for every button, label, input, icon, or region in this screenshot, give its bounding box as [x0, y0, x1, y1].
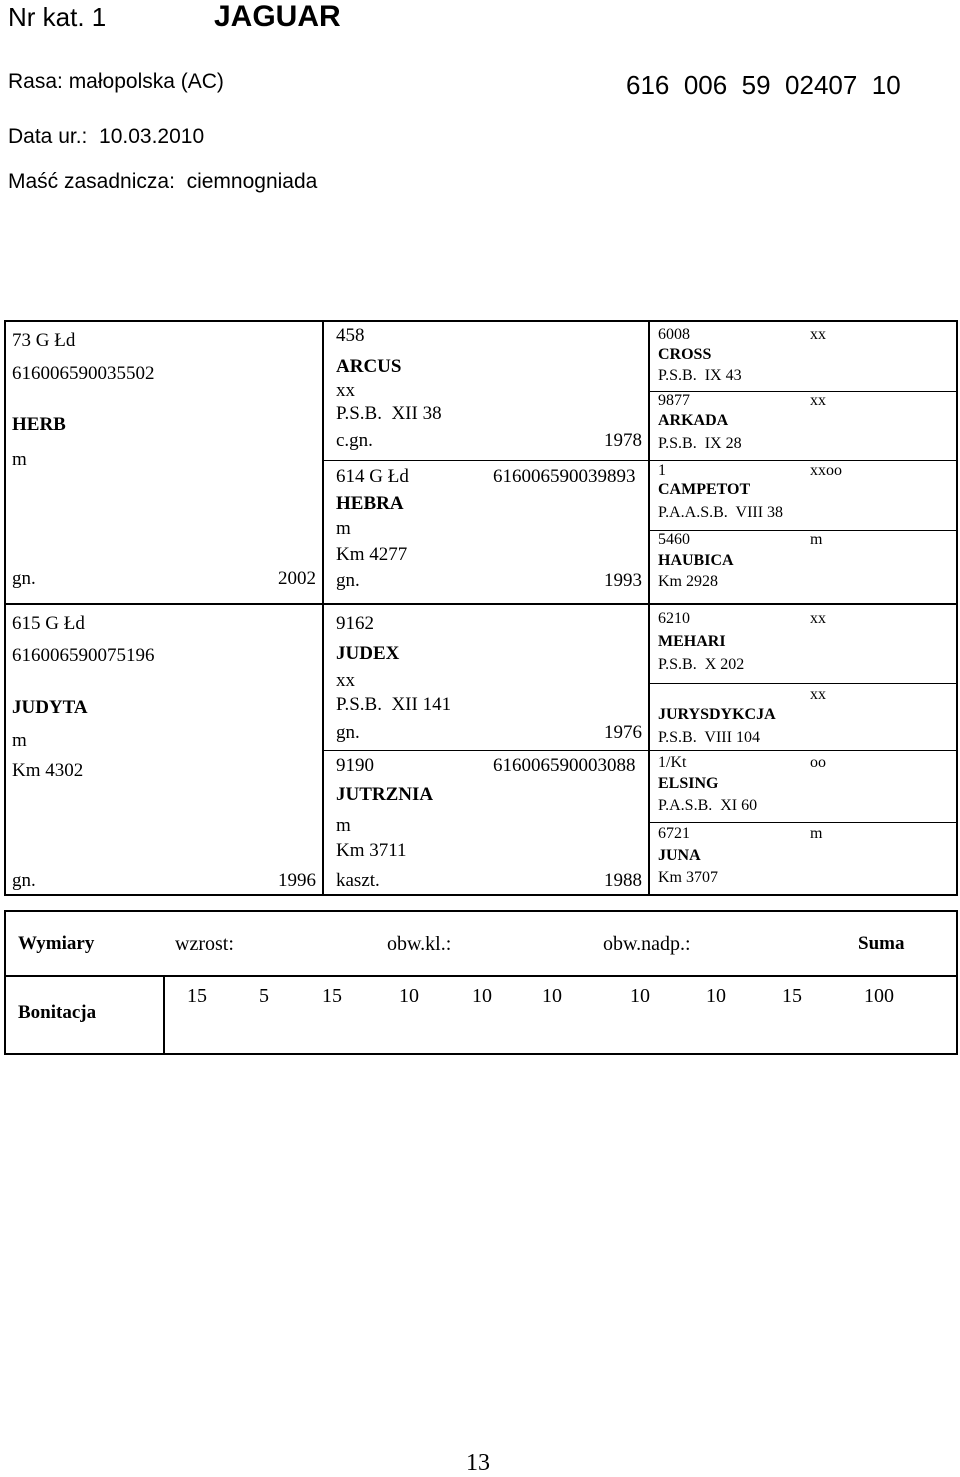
measures-divider [4, 975, 958, 977]
date-of-birth: Data ur.: 10.03.2010 [8, 125, 205, 148]
dam-sub-divider [323, 750, 649, 751]
ss-mark: xx [336, 380, 355, 401]
obwnadp-label: obw.nadp.: [603, 933, 691, 955]
ssd-name: ARKADA [658, 412, 729, 429]
page-number: 13 [466, 1450, 490, 1476]
sss-code: 6008 [658, 326, 690, 343]
c3-div-3 [649, 530, 958, 531]
bonitacja-score: 10 [472, 985, 492, 1007]
sss-name: CROSS [658, 346, 712, 363]
sire-year: 2002 [278, 568, 316, 589]
bonitacja-score: 10 [630, 985, 650, 1007]
catalog-number: Nr kat. 1 [8, 2, 107, 32]
dd-sex: m [336, 815, 351, 836]
wymiary-label: Wymiary [18, 933, 95, 954]
dss-code: 6210 [658, 610, 690, 627]
measures-table [4, 910, 958, 1055]
col-divider-1 [322, 320, 324, 896]
dd-book: Km 3711 [336, 840, 407, 861]
sdd-mark: m [810, 531, 823, 548]
sd-number: 616006590039893 [493, 466, 636, 487]
bonitacja-score: 15 [187, 985, 207, 1007]
sd-sex: m [336, 518, 351, 539]
ss-book: P.S.B. XII 38 [336, 403, 442, 424]
dam-book: Km 4302 [12, 760, 84, 781]
ddd-book: Km 3707 [658, 869, 718, 886]
sd-year: 1993 [604, 570, 642, 591]
ds-name: JUDEX [336, 643, 400, 664]
sd-coat: gn. [336, 570, 360, 591]
dam-year: 1996 [278, 870, 316, 891]
breed: Rasa: małopolska (AC) [8, 70, 224, 93]
dss-name: MEHARI [658, 633, 726, 650]
dam-name: JUDYTA [12, 697, 88, 718]
ddd-name: JUNA [658, 847, 701, 864]
bonitacja-score: 5 [259, 985, 269, 1007]
col-divider-2 [648, 320, 650, 896]
coat-color: Maść zasadnicza: ciemnogniada [8, 170, 318, 193]
dd-year: 1988 [604, 870, 642, 891]
ds-mark: xx [336, 670, 355, 691]
row-divider [4, 603, 958, 605]
dsd-book: P.S.B. VIII 104 [658, 729, 760, 746]
sdd-code: 5460 [658, 531, 690, 548]
sire-code: 73 G Łd [12, 330, 76, 351]
c3-div-5 [649, 683, 958, 684]
ss-name: ARCUS [336, 356, 402, 377]
ssd-code: 9877 [658, 392, 690, 409]
sire-coat: gn. [12, 568, 36, 589]
bonitacja-score: 15 [322, 985, 342, 1007]
dd-coat: kaszt. [336, 870, 380, 891]
measures-col-divider [163, 975, 165, 1055]
sss-mark: xx [810, 326, 826, 343]
ssd-mark: xx [810, 392, 826, 409]
ss-year: 1978 [604, 430, 642, 451]
sire-name: HERB [12, 414, 66, 435]
ddd-code: 6721 [658, 825, 690, 842]
ds-book: P.S.B. XII 141 [336, 694, 452, 715]
ds-coat: gn. [336, 722, 360, 743]
dam-sex: m [12, 730, 27, 751]
horse-name: JAGUAR [214, 0, 341, 33]
dss-mark: xx [810, 610, 826, 627]
bonitacja-score: 10 [542, 985, 562, 1007]
wzrost-label: wzrost: [175, 933, 234, 955]
bonitacja-score: 10 [399, 985, 419, 1007]
dd-number: 616006590003088 [493, 755, 636, 776]
suma-label: Suma [858, 933, 905, 954]
dam-code: 615 G Łd [12, 613, 85, 634]
sire-sex: m [12, 449, 27, 470]
sdd-book: Km 2928 [658, 573, 718, 590]
dds-name: ELSING [658, 775, 719, 792]
ds-code: 9162 [336, 613, 374, 634]
sds-book: P.A.A.S.B. VIII 38 [658, 504, 784, 521]
c3-div-7 [649, 822, 958, 823]
sss-book: P.S.B. IX 43 [658, 367, 742, 384]
c3-div-1 [649, 391, 958, 392]
sdd-name: HAUBICA [658, 552, 734, 569]
dd-name: JUTRZNIA [336, 784, 434, 805]
dam-number: 616006590075196 [12, 645, 155, 666]
sd-name: HEBRA [336, 493, 404, 514]
bonitacja-score: 100 [864, 985, 894, 1007]
sire-number: 616006590035502 [12, 363, 155, 384]
dds-book: P.A.S.B. XI 60 [658, 797, 758, 814]
bonitacja-score: 10 [706, 985, 726, 1007]
sire-sub-divider [323, 460, 649, 461]
dsd-mark: xx [810, 686, 826, 703]
dds-code: 1/Kt [658, 754, 687, 771]
ds-year: 1976 [604, 722, 642, 743]
dss-book: P.S.B. X 202 [658, 656, 745, 673]
dsd-name: JURYSDYKCJA [658, 706, 776, 723]
sds-name: CAMPETOT [658, 481, 751, 498]
ss-code: 458 [336, 325, 365, 346]
sds-code: 1 [658, 462, 666, 479]
ddd-mark: m [810, 825, 823, 842]
ssd-book: P.S.B. IX 28 [658, 435, 742, 452]
dd-code: 9190 [336, 755, 374, 776]
dds-mark: oo [810, 754, 826, 771]
sd-book: Km 4277 [336, 544, 408, 565]
c3-div-2 [649, 460, 958, 461]
c3-div-6 [649, 750, 958, 751]
bonitacja-label: Bonitacja [18, 1002, 97, 1023]
obwkl-label: obw.kl.: [387, 933, 452, 955]
bonitacja-score: 15 [782, 985, 802, 1007]
id-number: 616 006 59 02407 10 [626, 70, 901, 100]
sd-code: 614 G Łd [336, 466, 409, 487]
sds-mark: xxoo [810, 462, 842, 479]
dam-coat: gn. [12, 870, 36, 891]
ss-coat: c.gn. [336, 430, 373, 451]
